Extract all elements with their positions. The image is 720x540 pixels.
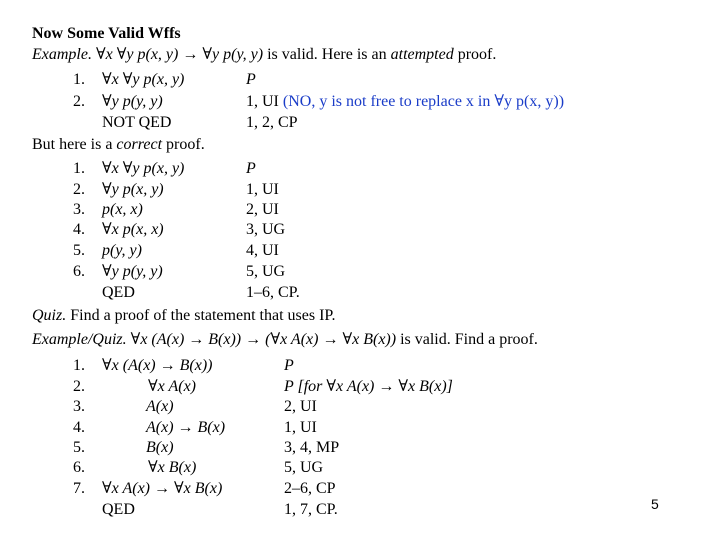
step-number: 1. [73,160,85,177]
correct-intro: But here is a correct proof. [32,136,205,153]
step-reason: P [284,357,294,374]
example-quiz-intro: Example/Quiz. ∀x (A(x) → B(x)) → (∀x A(x) → ∀x B(x)) is valid. Find a proof. [32,331,538,348]
step-formula: NOT QED [102,114,172,131]
step-number: 7. [73,480,85,497]
page-number: 5 [651,496,659,512]
step-number: 2. [73,93,85,110]
step-reason: P [246,160,256,177]
step-reason: 2, UI [284,398,317,415]
step-number: 1. [73,357,85,374]
step-number: 3. [73,398,85,415]
step-formula: ∀x (A(x) → B(x)) [102,357,213,374]
step-formula: ∀x p(x, x) [102,221,164,238]
step-reason: 3, UG [246,221,286,238]
step-reason: 5, UG [246,263,286,280]
step-number: 5. [73,242,85,259]
step-reason: 1–6, CP. [246,284,300,301]
step-reason: 1, UI [246,181,279,198]
example-end: proof. [453,46,497,63]
step-reason: 2, UI [246,201,279,218]
step-formula: B(x) [146,439,174,456]
step-number: 3. [73,201,85,218]
step-reason: 2–6, CP [284,480,336,497]
step-reason: 1, UI [284,419,317,436]
step-reason: 4, UI [246,242,279,259]
step-number: 6. [73,459,85,476]
step-reason: P [246,71,256,88]
example-attempted: attempted [390,46,454,63]
step-number: 2. [73,181,85,198]
step-reason: 1, 2, CP [246,114,298,131]
step-formula: QED [102,284,135,301]
step-reason: 3, 4, MP [284,439,340,456]
step-formula: ∀x B(x) [148,459,197,476]
slide-title: Now Some Valid Wffs [32,25,181,42]
step-formula: p(y, y) [102,242,142,259]
step-formula: ∀x A(x) [148,378,196,395]
step-reason: 5, UG [284,459,324,476]
step-formula: QED [102,501,135,518]
step-formula: A(x) [146,398,174,415]
step-reason: 1, 7, CP. [284,501,338,518]
quiz-text: Find a proof of the statement that uses IP. [66,307,336,324]
invalid-note: (NO, y is not free to replace x in ∀y p(x, y)) [278,93,565,110]
step-number: 2. [73,378,85,395]
step-formula: ∀x ∀y p(x, y) [102,160,185,177]
example-formula: ∀x ∀y p(x, y) → ∀y p(y, y) [91,46,264,63]
step-formula: A(x) → B(x) [146,419,226,436]
step-number: 4. [73,221,85,238]
quiz-label: Quiz. [32,307,67,324]
step-reason: P [for ∀x A(x) → ∀x B(x)] [284,378,453,395]
step-reason: 1, UI (NO, y is not free to replace x in ∀y p(x, y)) [246,93,565,110]
step-number: 5. [73,439,85,456]
example-label: Example. [32,46,92,63]
step-number: 4. [73,419,85,436]
step-formula: p(x, x) [102,201,143,218]
step-number: 1. [73,71,85,88]
step-formula: ∀y p(y, y) [102,93,163,110]
step-formula: ∀y p(x, y) [102,181,164,198]
step-formula: ∀y p(y, y) [102,263,163,280]
example-intro [32,45,496,65]
step-formula: ∀x ∀y p(x, y) [102,71,185,88]
step-number: 6. [73,263,85,280]
quiz-line [32,306,336,326]
example-text: is valid. Here is an [263,46,391,63]
step-formula: ∀x A(x) → ∀x B(x) [102,480,223,497]
